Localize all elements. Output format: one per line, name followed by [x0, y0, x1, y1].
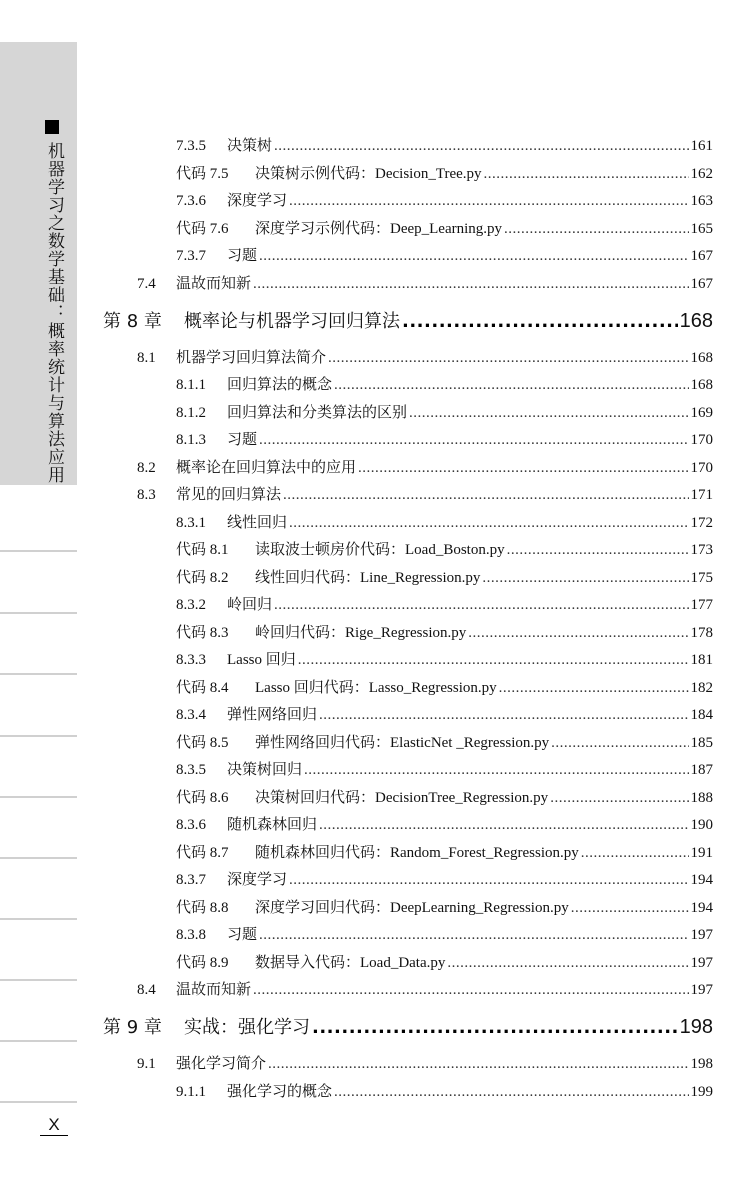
toc-number: 8.3.3: [176, 652, 206, 668]
dot-leader: [504, 216, 688, 244]
page-number: X: [40, 1115, 68, 1136]
toc-title: 强化学习简介: [176, 1051, 268, 1079]
square-bullet-icon: [45, 120, 59, 134]
toc-code-listing[interactable]: [0, 785, 750, 813]
toc-code-listing[interactable]: [0, 161, 750, 189]
toc-title: 弹性网络回归代码：ElasticNet _Regression.py: [255, 730, 551, 758]
dot-leader: [289, 188, 688, 216]
toc-number: 7.3.5: [176, 138, 206, 154]
toc-entry[interactable]: [0, 757, 750, 785]
dot-leader: [319, 812, 688, 840]
toc-code-listing[interactable]: [0, 950, 750, 978]
toc-entry[interactable]: [0, 922, 750, 950]
toc-page: 170: [690, 459, 713, 476]
toc-title: Lasso 回归代码：Lasso_Regression.py: [255, 675, 499, 703]
toc-entry[interactable]: [0, 1051, 750, 1079]
toc-number: 8.3.1: [176, 514, 206, 531]
toc-number: 8.3.2: [176, 597, 206, 613]
dot-leader: [328, 345, 688, 373]
dot-leader: [253, 271, 688, 299]
toc-title: 温故而知新: [176, 977, 253, 1005]
toc-title: 决策树: [227, 133, 274, 161]
table-of-contents: [0, 133, 750, 1106]
toc-page: 171: [690, 487, 713, 503]
toc-title: 决策树示例代码：Decision_Tree.py: [255, 161, 484, 189]
dot-leader: [581, 840, 689, 868]
dot-leader: [304, 757, 688, 785]
toc-page: 162: [690, 165, 713, 182]
dot-leader: [259, 922, 688, 950]
toc-title: 概率论与机器学习回归算法: [184, 308, 402, 336]
toc-page: 184: [690, 707, 713, 723]
toc-code-listing[interactable]: [0, 216, 750, 244]
toc-title: 机器学习回归算法简介: [176, 345, 328, 373]
toc-title: 回归算法的概念: [227, 372, 334, 400]
toc-page: 191: [690, 844, 713, 861]
dot-leader: [482, 565, 688, 593]
dot-leader: [550, 785, 688, 813]
toc-page: 177: [690, 597, 713, 613]
toc-entry[interactable]: [0, 977, 750, 1005]
toc-number: 代码 8.3: [176, 624, 229, 641]
toc-title: 线性回归代码：Line_Regression.py: [255, 565, 482, 593]
toc-entry[interactable]: [0, 455, 750, 483]
toc-title: 决策树回归: [227, 757, 304, 785]
dot-leader: [283, 482, 688, 510]
toc-title: 强化学习的概念: [227, 1079, 334, 1107]
dot-leader: [409, 400, 688, 428]
toc-title: 习题: [227, 922, 259, 950]
toc-code-listing[interactable]: [0, 840, 750, 868]
dot-leader: [507, 537, 689, 565]
dot-leader: [571, 895, 689, 923]
dot-leader: [274, 592, 688, 620]
toc-entry[interactable]: [0, 188, 750, 216]
toc-number: 代码 8.4: [176, 679, 229, 696]
toc-number: 代码 7.5: [176, 165, 229, 182]
toc-number: 8.1: [137, 349, 156, 366]
toc-number: 9.1.1: [176, 1083, 206, 1100]
toc-page: 187: [690, 762, 713, 778]
toc-page: 198: [679, 1016, 713, 1038]
dot-leader: [499, 675, 689, 703]
toc-chapter[interactable]: [0, 1014, 750, 1042]
toc-entry[interactable]: [0, 1079, 750, 1107]
toc-entry[interactable]: [0, 702, 750, 730]
toc-page: 181: [690, 652, 713, 668]
toc-page: 172: [690, 514, 713, 531]
dot-leader: [468, 620, 688, 648]
toc-entry[interactable]: [0, 510, 750, 538]
toc-number: 第 9 章: [103, 1017, 162, 1038]
toc-page: 197: [690, 927, 713, 943]
toc-title: 数据导入代码：Load_Data.py: [255, 950, 447, 978]
toc-entry[interactable]: [0, 372, 750, 400]
dot-leader: [402, 308, 678, 336]
toc-entry[interactable]: [0, 243, 750, 271]
toc-title: 习题: [227, 243, 259, 271]
toc-number: 代码 8.2: [176, 569, 229, 586]
toc-entry[interactable]: [0, 345, 750, 373]
toc-title: 弹性网络回归: [227, 702, 319, 730]
toc-page: 167: [690, 275, 713, 292]
toc-number: 7.3.7: [176, 248, 206, 264]
dot-leader: [484, 161, 689, 189]
toc-page: 198: [690, 1056, 713, 1072]
toc-title: 深度学习: [227, 188, 289, 216]
toc-number: 代码 8.7: [176, 844, 229, 861]
dot-leader: [447, 950, 688, 978]
toc-page: 165: [690, 220, 713, 237]
toc-title: 常见的回归算法: [176, 482, 283, 510]
dot-leader: [298, 647, 689, 675]
toc-number: 8.1.3: [176, 432, 206, 448]
toc-title: 温故而知新: [176, 271, 253, 299]
toc-page: 169: [690, 404, 713, 421]
dot-leader: [312, 1014, 678, 1042]
toc-title: 岭回归: [227, 592, 274, 620]
dot-leader: [253, 977, 688, 1005]
toc-page: 194: [690, 899, 713, 916]
toc-entry[interactable]: [0, 647, 750, 675]
toc-code-listing[interactable]: [0, 620, 750, 648]
dot-leader: [259, 427, 688, 455]
toc-page: 175: [690, 569, 713, 586]
dot-leader: [274, 133, 688, 161]
toc-number: 代码 7.6: [176, 220, 229, 237]
toc-title: 读取波士顿房价代码：Load_Boston.py: [255, 537, 507, 565]
dot-leader: [334, 372, 688, 400]
toc-page: 188: [690, 789, 713, 806]
toc-number: 7.4: [137, 275, 156, 292]
toc-title: 深度学习回归代码：DeepLearning_Regression.py: [255, 895, 571, 923]
toc-title: 随机森林回归代码：Random_Forest_Regression.py: [255, 840, 581, 868]
toc-number: 代码 8.6: [176, 789, 229, 806]
toc-page: 199: [690, 1083, 713, 1100]
toc-number: 8.3.8: [176, 927, 206, 943]
toc-number: 代码 8.1: [176, 542, 229, 558]
toc-entry[interactable]: [0, 867, 750, 895]
toc-page: 182: [690, 679, 713, 696]
toc-page: 197: [690, 954, 713, 971]
toc-number: 8.4: [137, 982, 156, 998]
toc-page: 168: [679, 309, 713, 332]
dot-leader: [358, 455, 688, 483]
toc-page: 167: [690, 248, 713, 264]
toc-title: Lasso 回归: [227, 647, 298, 675]
toc-number: 8.3.4: [176, 707, 206, 723]
toc-page: 194: [690, 872, 713, 888]
toc-title: 随机森林回归: [227, 812, 319, 840]
toc-number: 代码 8.9: [176, 954, 229, 971]
toc-title: 回归算法和分类算法的区别: [227, 400, 409, 428]
toc-page: 161: [690, 138, 713, 154]
toc-entry[interactable]: [0, 812, 750, 840]
toc-code-listing[interactable]: [0, 895, 750, 923]
toc-number: 代码 8.5: [176, 734, 229, 751]
toc-number: 8.3.7: [176, 872, 206, 888]
toc-number: 8.2: [137, 459, 156, 476]
toc-title: 决策树回归代码：DecisionTree_Regression.py: [255, 785, 550, 813]
dot-leader: [334, 1079, 688, 1107]
toc-number: 8.1.1: [176, 377, 206, 393]
toc-number: 8.3.6: [176, 817, 206, 833]
toc-number: 7.3.6: [176, 193, 206, 209]
toc-page: 168: [690, 349, 713, 366]
toc-title: 深度学习示例代码：Deep_Learning.py: [255, 216, 504, 244]
dot-leader: [319, 702, 688, 730]
toc-page: 178: [690, 624, 713, 641]
toc-title: 线性回归: [227, 510, 289, 538]
toc-title: 深度学习: [227, 867, 289, 895]
toc-chapter[interactable]: [0, 308, 750, 336]
sidebar-book-title: 机器学习之数学基础：概率统计与算法应用: [44, 142, 64, 484]
dot-leader: [259, 243, 688, 271]
toc-code-listing[interactable]: [0, 537, 750, 565]
dot-leader: [289, 510, 688, 538]
toc-page: 170: [690, 432, 713, 448]
toc-number: 8.3.5: [176, 762, 206, 778]
toc-page: 173: [690, 542, 713, 558]
toc-entry[interactable]: [0, 592, 750, 620]
toc-page: 163: [690, 193, 713, 209]
toc-page: 168: [690, 377, 713, 393]
toc-entry[interactable]: [0, 271, 750, 299]
toc-code-listing[interactable]: [0, 730, 750, 758]
toc-number: 8.1.2: [176, 404, 206, 421]
toc-code-listing[interactable]: [0, 565, 750, 593]
toc-page: 197: [690, 982, 713, 998]
toc-title: 实战：强化学习: [184, 1014, 312, 1042]
dot-leader: [289, 867, 688, 895]
toc-page: 185: [690, 734, 713, 751]
toc-entry[interactable]: [0, 400, 750, 428]
toc-page: 190: [690, 817, 713, 833]
toc-number: 代码 8.8: [176, 899, 229, 916]
toc-entry[interactable]: [0, 427, 750, 455]
toc-number: 第 8 章: [103, 310, 162, 332]
toc-title: 习题: [227, 427, 259, 455]
toc-number: 8.3: [137, 487, 156, 503]
toc-entry[interactable]: [0, 133, 750, 161]
toc-title: 岭回归代码：Rige_Regression.py: [255, 620, 468, 648]
dot-leader: [268, 1051, 688, 1079]
toc-number: 9.1: [137, 1056, 156, 1072]
toc-code-listing[interactable]: [0, 675, 750, 703]
dot-leader: [551, 730, 688, 758]
toc-title: 概率论在回归算法中的应用: [176, 455, 358, 483]
toc-entry[interactable]: [0, 482, 750, 510]
